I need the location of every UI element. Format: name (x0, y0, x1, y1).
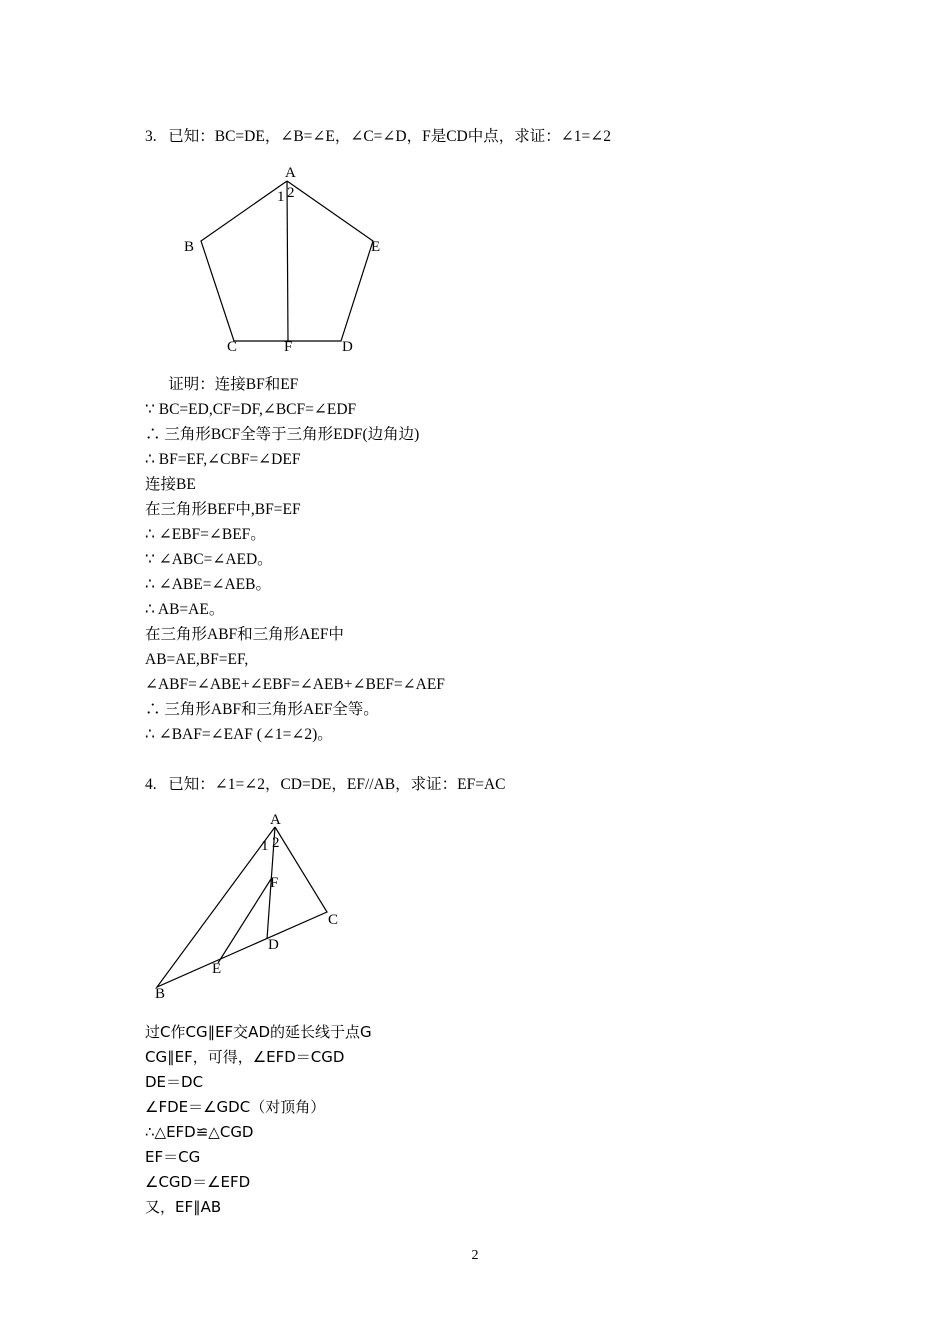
label-e: E (371, 239, 381, 255)
label-n1: 1 (261, 838, 269, 854)
proof3-line: ∴ 三角形BCF全等于三角形EDF(边角边) (145, 426, 420, 443)
proof3-line: ∴ ∠BAF=∠EAF (∠1=∠2)。 (145, 726, 333, 743)
label-n1: 1 (277, 189, 285, 205)
label-e: E (212, 961, 222, 977)
proof3-line: ∠ABF=∠ABE+∠EBF=∠AEB+∠BEF=∠AEF (145, 676, 445, 693)
label-n2: 2 (287, 185, 295, 201)
proof3-line: 在三角形BEF中,BF=EF (145, 501, 301, 518)
proof4-line: 又，EF∥AB (145, 1198, 222, 1216)
label-d: D (342, 339, 353, 355)
problem4-statement: 4. 已知：∠1=∠2，CD=DE，EF//AB，求证：EF=AC (145, 776, 506, 793)
proof4-line: CG∥EF，可得，∠EFD＝CGD (145, 1048, 345, 1066)
proof3-line: ∴ BF=EF,∠CBF=∠DEF (145, 451, 301, 468)
label-f: F (284, 339, 293, 355)
proof4-line: 过C作CG∥EF交AD的延长线于点G (145, 1023, 372, 1041)
label-b: B (184, 239, 195, 255)
proof4-line: EF＝CG (145, 1148, 201, 1166)
label-d: D (268, 937, 279, 953)
triangle-abc (157, 827, 327, 987)
proof3-line: ∴ ∠ABE=∠AEB。 (145, 576, 271, 593)
proof3-line: 证明：连接BF和EF (145, 376, 299, 393)
proof3-line: AB=AE,BF=EF, (145, 651, 249, 668)
proof4-line: ∴△EFD≌△CGD (145, 1123, 254, 1141)
label-b: B (155, 986, 166, 1002)
proof4-line: ∠CGD＝∠EFD (145, 1173, 251, 1191)
proof3-line: ∴ ∠EBF=∠BEF。 (145, 526, 266, 543)
label-c: C (227, 339, 238, 355)
proof3-line: ∵ ∠ABC=∠AED。 (145, 551, 273, 568)
segment-ef (218, 879, 271, 963)
proof3-line: 连接BE (145, 476, 196, 493)
proof3-line: 在三角形ABF和三角形AEF中 (145, 626, 344, 643)
proof4-line: ∠FDE＝∠GDC（对顶角） (145, 1098, 326, 1116)
label-c: C (328, 912, 339, 928)
label-a: A (270, 812, 281, 828)
proof3-line: ∵ BC=ED,CF=DF,∠BCF=∠EDF (145, 401, 357, 418)
label-a: A (285, 165, 296, 181)
proof3-line: ∴ AB=AE。 (145, 601, 225, 618)
label-f: F (270, 875, 279, 891)
label-n2: 2 (272, 835, 280, 851)
problem3-statement: 3. 已知：BC=DE，∠B=∠E，∠C=∠D，F是CD中点，求证：∠1=∠2 (145, 128, 611, 145)
proof4-line: DE＝DC (145, 1073, 204, 1091)
proof3-line: ∴ 三角形ABF和三角形AEF全等。 (145, 701, 379, 718)
page-number: 2 (471, 1248, 479, 1263)
